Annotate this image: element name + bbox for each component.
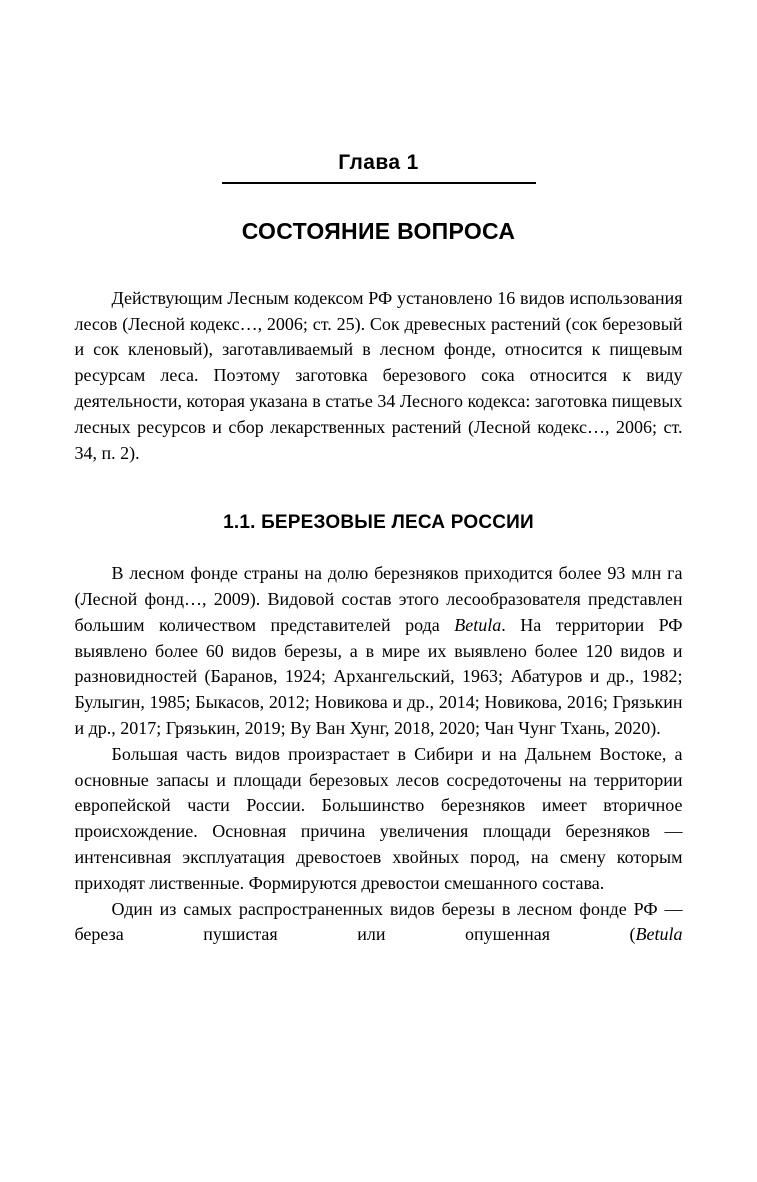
page-body xyxy=(75,286,683,948)
paragraph-text-segment: Один из самых распространенных видов березы в лесном фонде РФ — береза пушистая или опушенная ( xyxy=(74,898,683,945)
chapter-header xyxy=(75,150,683,246)
paragraph-betula-pubescens xyxy=(75,897,683,949)
species-name-latin: Betula xyxy=(454,614,502,635)
species-name-latin: Betula xyxy=(635,924,683,945)
paragraph-forest-code: Действующим Лесным кодексом РФ установлено 16 видов использования лесов (Лесной кодекс…, 2006; ст. 25). Сок древесных растений (сок березовый и сок кленовый), заготавливаемый в лесном фонде, относится к пищевым ресурсам леса. Поэтому заготовка березового сока относится к виду деятельности, которая указана в статье 34 Лесного кодекса: заготовка пищевых лесных ресурсов и сбор лекарственных растений (Лесной кодекс…, 2006; ст. 34, п. 2). xyxy=(74,287,683,463)
section-title: 1.1. БЕРЕЗОВЫЕ ЛЕСА РОССИИ xyxy=(223,512,534,534)
paragraph-text-segment: В лесном фонде страны на долю березняков приходится более 93 млн га (Лесной фонд…, 2009). Видовой состав этого лесообразователя представлен большим количеством представителей рода xyxy=(74,563,683,635)
paragraph-text-segment: . На территории РФ выявлено более 60 видов березы, а в мире их выявлено более 120 видов и разновидностей (Баранов, 1924; Архангельский, 1963; Абатуров и др., 1982; Булыгин, 1985; Быкасов, 2012; Новикова и др., 2014; Новикова, 2016; Грязькин и др., 2017; Грязькин, 2019; Ву Ван Хунг, 2018, 2020; Чан Чунг Тхань, 2020). xyxy=(74,614,683,738)
chapter-title: СОСТОЯНИЕ ВОПРОСА xyxy=(241,218,516,245)
chapter-rule-divider xyxy=(222,182,536,184)
paragraph-distribution: Большая часть видов произрастает в Сибири и на Дальнем Востоке, а основные запасы и площади березовых лесов сосредоточены на территории европейской части России. Большинство березняков имеет вторичное происхождение. Основная причина увеличения площади березняков — интенсивная эксплуатация древостоев хвойных пород, на смену которым приходят лиственные. Формируются древостои смешанного состава. xyxy=(74,743,683,893)
paragraph-birch-species xyxy=(75,561,683,742)
text-column xyxy=(75,0,683,948)
chapter-label: Глава 1 xyxy=(338,151,419,174)
